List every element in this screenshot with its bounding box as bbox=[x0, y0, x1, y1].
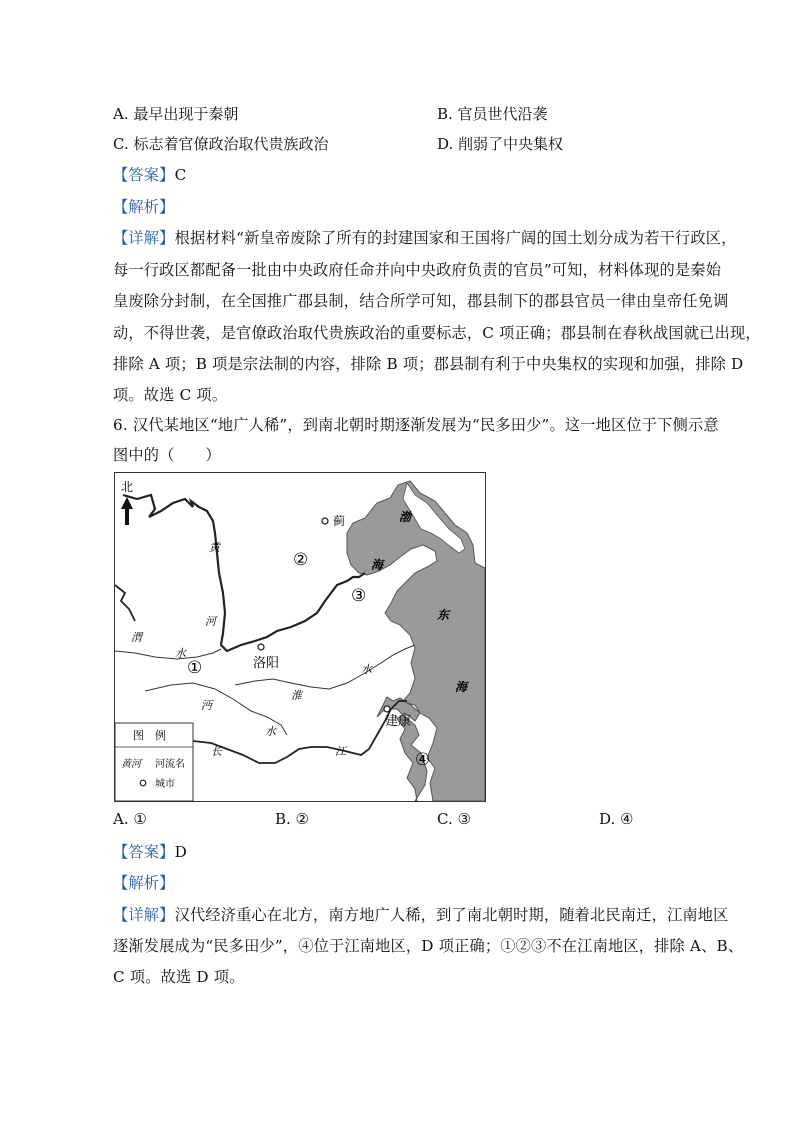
q6-answer-label: 【答案】 bbox=[113, 843, 175, 861]
q5-answer-value: C bbox=[174, 166, 187, 184]
map-city-ji: 蓟 bbox=[333, 514, 346, 528]
q6-option-a: A. ① bbox=[113, 810, 147, 828]
q5-answer bbox=[113, 164, 186, 185]
map-label-bo: 渤 bbox=[399, 510, 412, 524]
city-jiankang-marker bbox=[384, 706, 390, 712]
map-legend-title: 图 例 bbox=[133, 729, 166, 742]
q5-detail-line-4: 动，不得世袭，是官僚政治取代贵族政治的重要标志，C 项正确；郡县制在春秋战国就已出现， bbox=[113, 324, 761, 342]
city-ji-marker bbox=[322, 518, 328, 524]
map-city-luoyang: 洛阳 bbox=[253, 656, 280, 671]
map-legend-river-label: 河流名 bbox=[155, 759, 185, 770]
q5-detail-line-1 bbox=[113, 227, 736, 248]
q5-option-d: D. 削弱了中央集权 bbox=[437, 135, 564, 153]
q6-stem-line-2: 图中的（ ） bbox=[113, 446, 221, 464]
map-label-huai-shui: 水 bbox=[361, 663, 372, 676]
map-north: 北 bbox=[121, 480, 134, 494]
q5-detail-line-2: 每一行政区都配备一批由中央政府任命并向中央政府负责的官员”可知，材料体现的是秦始 bbox=[113, 261, 722, 279]
yellow-river-branch bbox=[115, 585, 135, 621]
q6-answer bbox=[113, 841, 187, 862]
map-marker-3: ③ bbox=[351, 586, 367, 606]
map-label-mian-shui: 水 bbox=[265, 725, 276, 738]
q5-detail-text-1: 根据材料“新皇帝废除了所有的封建国家和王国将广阔的国土划分成为若干行政区， bbox=[174, 229, 737, 247]
map-legend-river-sample: 黄河 bbox=[121, 759, 141, 770]
q6-answer-value: D bbox=[174, 843, 187, 861]
q6-detail-text-1: 汉代经济重心在北方，南方地广人稀，到了南北朝时期，随着北民南迁，江南地区 bbox=[174, 906, 729, 924]
map-label-jiang: 江 bbox=[335, 745, 346, 758]
q5-answer-label: 【答案】 bbox=[113, 166, 175, 184]
q5-detail-line-5: 排除 A 项；B 项是宗法制的内容，排除 B 项；郡县制有利于中央集权的实现和加强，排除 D bbox=[113, 355, 744, 373]
q6-detail-label: 【详解】 bbox=[113, 906, 175, 924]
city-luoyang-marker bbox=[258, 644, 264, 650]
wei-river bbox=[115, 649, 221, 659]
q6-option-d: D. ④ bbox=[599, 810, 634, 828]
map-marker-2: ② bbox=[293, 550, 309, 570]
yellow-river bbox=[123, 495, 365, 651]
yangtze-river bbox=[193, 701, 407, 763]
map-label-hai: 海 bbox=[371, 558, 384, 572]
map-label-hai2: 海 bbox=[455, 680, 468, 694]
map-city-jiankang: 建康 bbox=[385, 714, 412, 729]
map-marker-4: ④ bbox=[415, 750, 431, 770]
q6-analysis-label: 【解析】 bbox=[113, 874, 175, 892]
q6-detail-line-1 bbox=[113, 904, 729, 925]
map-label-dong: 东 bbox=[437, 608, 450, 622]
q6-option-b: B. ② bbox=[275, 810, 310, 828]
map-legend-city-label: 城市 bbox=[155, 779, 175, 790]
q6-detail-line-2: 逐渐发展成为“民多田少”，④位于江南地区，D 项正确；①②③不在江南地区，排除 A、B、 bbox=[113, 937, 744, 955]
q5-option-a: A. 最早出现于秦朝 bbox=[113, 105, 239, 123]
q5-detail-line-6: 项。故选 C 项。 bbox=[113, 386, 228, 404]
map-label-mian: 沔 bbox=[201, 699, 212, 712]
map-label-huai: 淮 bbox=[291, 689, 302, 702]
map-label-wei-shui: 水 bbox=[175, 647, 186, 660]
q6-map bbox=[114, 472, 486, 802]
map-label-huang: 黄 bbox=[209, 541, 220, 554]
q5-option-c: C. 标志着官僚政治取代贵族政治 bbox=[113, 135, 329, 153]
q5-detail-label: 【详解】 bbox=[113, 229, 175, 247]
map-marker-1: ① bbox=[187, 658, 203, 678]
q5-option-b: B. 官员世代沿袭 bbox=[437, 105, 548, 123]
map-label-wei: 渭 bbox=[131, 631, 142, 644]
q6-option-c: C. ③ bbox=[437, 810, 471, 828]
map-label-chang: 长 bbox=[211, 745, 222, 758]
map-legend-city-icon bbox=[140, 780, 146, 786]
q6-detail-line-3: C 项。故选 D 项。 bbox=[113, 968, 245, 986]
q6-stem-line-1: 6. 汉代某地区“地广人稀”，到南北朝时期逐渐发展为“民多田少”。这一地区位于下侧示意 bbox=[113, 416, 719, 434]
q5-detail-line-3: 皇废除分封制，在全国推广郡县制，结合所学可知，郡县制下的郡县官员一律由皇帝任免调 bbox=[113, 292, 729, 310]
q5-analysis-label: 【解析】 bbox=[113, 198, 175, 216]
north-arrow-icon bbox=[121, 497, 133, 525]
q6-map-svg bbox=[115, 473, 485, 801]
map-label-he: 河 bbox=[205, 615, 216, 628]
